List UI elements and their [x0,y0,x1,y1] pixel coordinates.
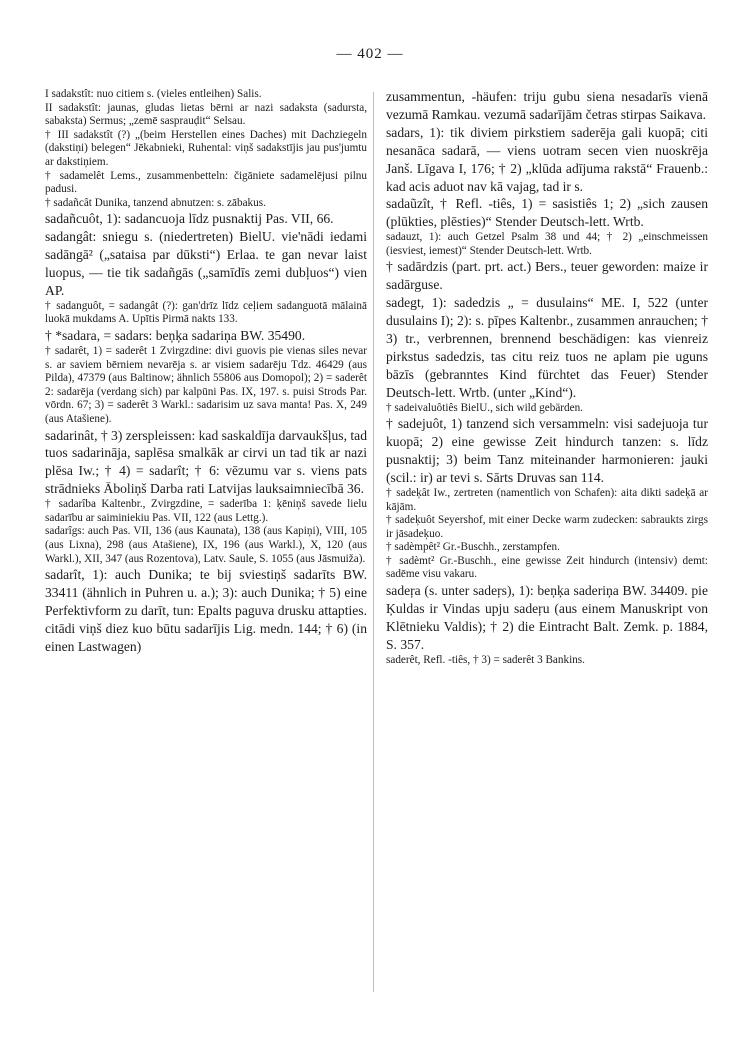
dictionary-entry: zusammentun, -häufen: triju gubu siena nesadarīs vienā vezumā Ramkau. vezumā sadarījām četras stirpas Saikava. [386,89,708,122]
dictionary-entry: † sadamelêt Lems., zusammenbetteln: čigāniete sadamelējusi pilnu padusi. [45,169,367,196]
dictionary-entry: † sadārdzis (part. prt. act.) Bers., teuer geworden: maize ir sadārguse. [386,259,708,293]
dictionary-entry: sadarîgs: auch Pas. VII, 136 (aus Kaunata), 138 (aus Kapiņi), VIII, 105 (aus Lixna), 298 (aus Atašiene), IX, 196 (aus Warkl.), X, 120 (aus Warkl.), XII, 347 (aus Rozentova), Latv. Saule, S. 1055 (aus Jāsmuiža). [45,525,367,565]
dictionary-entry: † sadeivaluôtiês BielU., sich wild gebärden. [386,401,583,414]
dictionary-entry: † sadèmt² Gr.-Buschh., eine gewisse Zeit hindurch (intensiv) demt: sadēme visu vakaru. [386,554,708,581]
dictionary-entry: † sadarêt, 1) = saderêt 1 Zvirgzdine: divi guovis pie vienas siles nevar s. ar saviem bērniem nevarēja s. ar visiem sadarēju Tdz. 46429 (aus Pilda), 47379 (aus Baltinow; ähnlich 55806 aus Domopol); 2) = saderêt 2: sadarēja (verdang sich) par kalpūni Pas. IX, 197. s. puisi Strods Par. vōrdn. 67; 3) = saderêt 3 Warkl.: sadarisim uz sava manta! Pas. X, 249 (aus Atašiene). [45,344,367,425]
dictionary-entry: sadarinât, † 3) zerspleissen: kad saskaldīja darvaukšļus, tad tuos sadarināja, saplēsa smalkāk ar cirvi un tad tik ar nazi plēsa Iw.; † 4) = sadarît; † 6: vēzumu var s. viens pats strādnieks Āboliņš Darba rati Latvijas lauksaimniecībā 36. [45,427,368,497]
dictionary-entry: † sadañcât Dunika, tanzend abnutzen: s. zābakus. [45,196,266,209]
dictionary-entry: sadars, 1): tik diviem pirkstiem saderēja gali kuopā; citi nesanāca sadarā, — viens uotram secen vien nuoskrēja Janš. Līgava I, 176; † 2) „klūda adījuma rakstā“ Frauenb.: kad acis aduot nav kā vajag, tad ir s. [386,124,708,194]
dictionary-entry: I sadakstît: nuo citiem s. (vieles entleihen) Salis. [45,88,262,100]
right-column [386,88,708,667]
dictionary-entry: sadañcuôt, 1): sadancuoja līdz pusnaktij Pas. VII, 66. [45,211,334,227]
left-column [45,88,367,656]
dictionary-entry: † sadarîba Kaltenbr., Zvirgzdine, = saderība 1: ķēniņš savede lielu sadarību ar saiminiekiu Pas. VII, 122 (aus Lettg.). [45,498,367,524]
dictionary-entry: † sadeķât Iw., zertreten (namentlich von Schafen): aita dikti sadeķā ar kājām. [386,486,708,513]
dictionary-entry: saderêt, Refl. -tiês, † 3) = saderêt 3 Bankins. [386,653,585,666]
dictionary-entry: sadangât: sniegu s. (niedertreten) BielU. vie'nādi iedami sadāngā² („sataisa par dūksti“) Erlaa. te gan nevar laist luopus, — tie tik sadañgās („samīdīs zemi dubļuos“) vien AP. [45,229,367,298]
page-number: — 402 — [336,46,404,62]
dictionary-entry: † sadèmpêt² Gr.-Buschh., zerstampfen. [386,541,560,554]
dictionary-entry: sadeŗa (s. unter sadeŗs), 1): beņķa saderiņa BW. 34409. pie Ķuldas ir Vindas upju sadeŗu (aus einem Manuskript von Klētnieku Valdis); † 2) die Eintracht Balt. Zemk. p. 1884, S. 357. [386,583,708,652]
dictionary-entry: sadegt, 1): sadedzis „ = dusulains“ ME. I, 522 (unter dusulains I); 2): s. pīpes Kaltenbr., zusammen anrauchen; † 3) tr., verbrennen, brennend beschädigen: kas vienreiz pirkstus sadedzis, tas citu reiz tuos ne aplam pie uguns bāzīs (gebranntes Kind fürchtet das Feuer) Stender Deutsch-lett. Wrtb. (unter „Kind“). [386,295,709,400]
dictionary-entry: † sadanguôt, = sadangât (?): gan'drīz līdz ceļiem sadanguotā mālainā luokā mukdams A. Upītis Pirmā nakts 133. [45,299,367,326]
dictionary-entry: † III sadakstît (?) „(beim Herstellen eines Daches) mit Dachziegeln (dakstiņi) belegen“ Jēkabnieki, Ruhental: viņš sadakstījis jau pus'jumtu ar dakstiņiem. [45,128,367,168]
dictionary-entry: † sadeķuôt Seyershof, mit einer Decke warm zudecken: sabraukts zirgs ir jāsadeķuo. [386,514,708,540]
dictionary-entry: sadaũzît, † Refl. -tiês, 1) = sasistiês 1; 2) „sich zausen (plūkties, plēsties)“ Stender Deutsch-lett. Wrtb. [386,196,708,230]
dictionary-entry: sadarît, 1): auch Dunika; te bij sviestiņš sadarīts BW. 33411 (ähnlich in Puhren u. a.); 3): auch Dunika; † 5) eine Perfektivform zu darīt, tun: Epalts paguva drusku attapties. citādi viņš diez kuo būtu sadarījis Lig. medn. 144; † 6) (in einen Lastwagen) [45,567,367,654]
column-divider [373,92,374,992]
dictionary-entry: † sadejuôt, 1) tanzend sich versammeln: visi sadejuoja tur kuopā; 2) eine gewisse Zeit hindurch tanzen: s. līdz pusnaktij; 3) beim Tanz miteinander harmonieren: jauki (scil.: ir) ar tevi s. Sārts Druvas san 114. [386,416,708,485]
dictionary-entry: sadauzt, 1): auch Getzel Psalm 38 und 44; † 2) „einschmeissen (iesviest, iemest)“ Stender Deutsch-lett. Wrtb. [386,231,708,257]
dictionary-entry: II sadakstît: jaunas, gludas lietas bērni ar nazi sadaksta (sadursta, sabaksta) Sermus; „zemē sasprauḍit“ Selsau. [45,101,367,128]
dictionary-entry: † *sadara, = sadars: beņķa sadariņa BW. 35490. [45,328,306,344]
